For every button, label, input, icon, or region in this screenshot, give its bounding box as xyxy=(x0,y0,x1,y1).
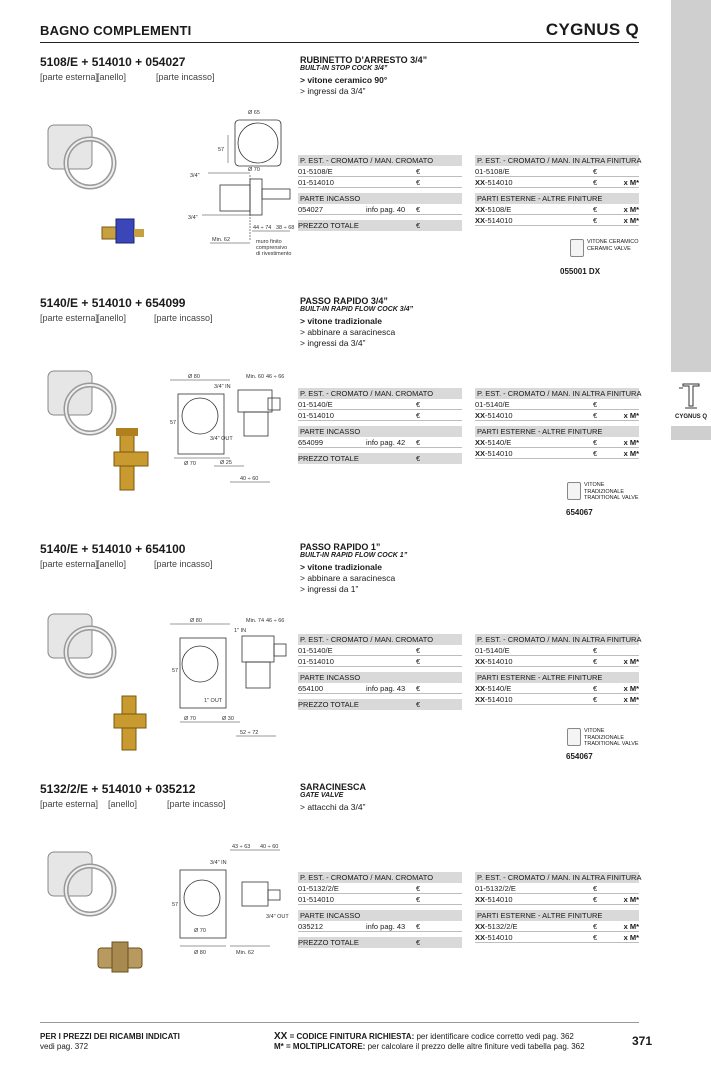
total-price-row: PREZZO TOTALE € xyxy=(298,453,462,464)
valve-icon xyxy=(567,728,581,746)
dim-label: Ø 70 xyxy=(194,928,206,934)
table-header: PARTE INCASSO xyxy=(298,426,462,437)
dim-note: comprensivo xyxy=(256,245,288,251)
table-header: P. EST. - CROMATO / MAN. CROMATO xyxy=(298,155,462,166)
product-code-title: 5140/E + 514010 + 654100 xyxy=(40,542,186,556)
price-table-chrome xyxy=(298,388,462,464)
dim-label: 43 ÷ 63 xyxy=(232,844,251,850)
product-section-2 xyxy=(40,296,640,526)
dim-label: 46 ÷ 66 xyxy=(266,374,285,380)
table-row: 01-5140/E € xyxy=(475,645,639,656)
table-header: P. EST. - CROMATO / MAN. CROMATO xyxy=(298,872,462,883)
table-row: XX-514010 € x M* xyxy=(475,178,639,187)
feature-line: > ingressi da 1” xyxy=(300,584,359,594)
product-code-title: 5108/E + 514010 + 054027 xyxy=(40,55,186,69)
product-image-body xyxy=(92,940,152,974)
collection-title: CYGNUS Q xyxy=(545,20,639,39)
technical-drawing xyxy=(180,105,305,265)
dim-label: 52 ÷ 72 xyxy=(240,730,259,736)
product-name-en: BUILT-IN RAPID FLOW COCK 1” xyxy=(300,552,408,559)
product-image-body xyxy=(110,426,155,496)
side-tab-label: CYGNUS Q xyxy=(674,414,707,420)
product-name: PASSO RAPIDO 3/4” xyxy=(300,296,388,306)
dim-note: di rivestimento xyxy=(256,251,292,257)
part-label-ring: [anello] xyxy=(97,559,127,569)
product-section-3 xyxy=(40,542,640,772)
product-name: RUBINETTO D’ARRESTO 3/4” xyxy=(300,55,428,65)
dim-label: 57 xyxy=(218,147,225,153)
feature-line: > ingressi da 3/4” xyxy=(300,338,366,348)
part-label-external: [parte esterna] xyxy=(40,799,99,809)
part-label-ring: [anello] xyxy=(97,72,127,82)
dim-label: Ø 70 xyxy=(184,461,196,467)
table-row: XX-514010 € x M* xyxy=(475,895,639,904)
part-label-builtin: [parte incasso] xyxy=(156,72,215,82)
price-table-chrome xyxy=(298,872,462,948)
product-image-body xyxy=(110,692,155,754)
dim-label: 38 ÷ 68 xyxy=(276,225,295,231)
dim-label: 3/4" xyxy=(190,173,200,179)
table-row: 01-5132/2/E € xyxy=(475,883,639,894)
table-row: XX-5108/E € x M* xyxy=(475,205,639,214)
table-row: XX-514010 € x M* xyxy=(475,216,639,225)
product-image-handle xyxy=(40,604,130,684)
dim-label: Ø 80 xyxy=(190,618,202,624)
footer-legend: XX = CODICE FINITURA RICHIESTA: per identificare codice corretto vedi pag. 362 M* = MOLTIPLICATORE: per calcolare il prezzo delle altre finiture vedi tabella pag. 362 xyxy=(274,1031,585,1051)
table-header: PARTI ESTERNE - ALTRE FINITURE xyxy=(475,672,639,683)
feature-line: > vitone tradizionale xyxy=(300,316,382,326)
table-row: 654100 info pag. 43 € xyxy=(298,683,462,694)
dim-label: 57 xyxy=(172,668,179,674)
product-image-body xyxy=(98,215,148,247)
product-description xyxy=(300,296,500,349)
feature-line: > ingressi da 3/4” xyxy=(300,86,366,96)
table-row: 054027 info pag. 40 € xyxy=(298,204,462,215)
valve-label: VITONE CERAMICO CERAMIC VALVE xyxy=(587,239,639,252)
table-row: XX-514010 € x M* xyxy=(475,695,639,704)
dim-label: Ø 65 xyxy=(248,110,260,116)
product-name-en: BUILT-IN STOP COCK 3/4” xyxy=(300,65,388,72)
table-row: 01-5140/E € xyxy=(475,399,639,410)
product-description xyxy=(300,55,500,97)
dim-label: 3/4" OUT xyxy=(266,914,289,920)
table-row: 01-514010 € xyxy=(298,656,462,667)
header-divider xyxy=(40,42,639,43)
total-price-row: PREZZO TOTALE € xyxy=(298,937,462,948)
part-label-external: [parte esterna] xyxy=(40,559,99,569)
price-table-chrome xyxy=(298,155,462,231)
table-row: 01-5108/E € xyxy=(475,166,639,177)
dim-label: Min. 62 xyxy=(236,950,255,956)
technical-drawing xyxy=(170,370,290,490)
page-number: 371 xyxy=(632,1034,653,1048)
dim-label: Min. 74 xyxy=(246,618,265,624)
product-image-handle xyxy=(40,842,130,922)
side-tab[interactable] xyxy=(671,372,711,426)
feature-line: > vitone ceramico 90° xyxy=(300,75,388,85)
dim-label: Min. 60 xyxy=(246,374,265,380)
table-row: XX-514010 € x M* xyxy=(475,449,639,458)
product-section-1 xyxy=(40,55,640,285)
total-price-row: PREZZO TOTALE € xyxy=(298,220,462,231)
valve-label: VITONE TRADIZIONALE TRADITIONAL VALVE xyxy=(584,482,639,501)
part-label-ring: [anello] xyxy=(108,799,138,809)
dim-label: 3/4" IN xyxy=(214,384,231,390)
dim-label: 40 ÷ 60 xyxy=(260,844,279,850)
feature-line: > abbinare a saracinesca xyxy=(300,573,396,583)
valve-code: 654067 xyxy=(566,752,593,761)
dim-label: Ø 80 xyxy=(188,374,200,380)
faucet-icon xyxy=(677,380,705,410)
table-row: XX-514010 € x M* xyxy=(475,411,639,420)
price-table-finish xyxy=(475,388,642,459)
price-table-finish xyxy=(475,155,642,226)
feature-line: > attacchi da 3/4” xyxy=(300,802,366,812)
product-name-en: BUILT-IN RAPID FLOW COCK 3/4” xyxy=(300,306,414,313)
product-description xyxy=(300,782,500,813)
dim-label: 1" IN xyxy=(234,628,247,634)
product-code-title: 5140/E + 514010 + 654099 xyxy=(40,296,186,310)
table-header: PARTE INCASSO xyxy=(298,672,462,683)
dim-label: 57 xyxy=(172,902,179,908)
dim-label: Ø 30 xyxy=(222,716,234,722)
dim-label: 3/4" IN xyxy=(210,860,227,866)
table-header: PARTI ESTERNE - ALTRE FINITURE xyxy=(475,193,639,204)
dim-label: 46 ÷ 66 xyxy=(266,618,285,624)
part-label-builtin: [parte incasso] xyxy=(167,799,226,809)
table-row: 01-5140/E € xyxy=(298,645,462,656)
dim-note: muro finito xyxy=(256,239,282,245)
table-header: PARTI ESTERNE - ALTRE FINITURE xyxy=(475,910,639,921)
feature-line: > abbinare a saracinesca xyxy=(300,327,396,337)
table-row: 01-514010 € xyxy=(298,410,462,421)
total-price-row: PREZZO TOTALE € xyxy=(298,699,462,710)
dim-label: 40 ÷ 60 xyxy=(240,476,259,482)
table-row: XX-5140/E € x M* xyxy=(475,684,639,693)
table-header: PARTE INCASSO xyxy=(298,910,462,921)
price-table-chrome xyxy=(298,634,462,710)
product-code-title: 5132/2/E + 514010 + 035212 xyxy=(40,782,196,796)
dim-label: 57 xyxy=(170,420,177,426)
valve-code: 654067 xyxy=(566,508,593,517)
product-name: PASSO RAPIDO 1” xyxy=(300,542,381,552)
table-row: XX-514010 € x M* xyxy=(475,933,639,942)
table-row: 035212 info pag. 43 € xyxy=(298,921,462,932)
price-table-finish xyxy=(475,634,642,705)
technical-drawing xyxy=(170,842,290,962)
part-label-builtin: [parte incasso] xyxy=(154,313,213,323)
product-section-4 xyxy=(40,782,640,972)
table-row: XX-514010 € x M* xyxy=(475,657,639,666)
part-label-external: [parte esterna] xyxy=(40,72,99,82)
table-row: 654099 info pag. 42 € xyxy=(298,437,462,448)
dim-label: Ø 70 xyxy=(248,167,260,173)
dim-label: Ø 70 xyxy=(184,716,196,722)
table-header: PARTE INCASSO xyxy=(298,193,462,204)
table-row: 01-514010 € xyxy=(298,177,462,188)
table-row: 01-5108/E € xyxy=(298,166,462,177)
table-header: P. EST. - CROMATO / MAN. CROMATO xyxy=(298,388,462,399)
dim-label: Ø 25 xyxy=(220,460,232,466)
product-name-en: GATE VALVE xyxy=(300,792,344,799)
product-name: SARACINESCA xyxy=(300,782,367,792)
table-header: P. EST. - CROMATO / MAN. IN ALTRA FINITURA xyxy=(477,389,642,398)
table-header: P. EST. - CROMATO / MAN. CROMATO xyxy=(298,634,462,645)
table-row: XX-5140/E € x M* xyxy=(475,438,639,447)
dim-label: 3/4" xyxy=(188,215,198,221)
product-image-handle xyxy=(40,115,130,195)
valve-code: 055001 DX xyxy=(560,267,601,276)
valve-label: VITONE TRADIZIONALE TRADITIONAL VALVE xyxy=(584,728,639,747)
table-row: 01-5140/E € xyxy=(298,399,462,410)
dim-label: 3/4" OUT xyxy=(210,436,233,442)
dim-label: 44 ÷ 74 xyxy=(253,225,272,231)
price-table-finish xyxy=(475,872,642,943)
part-label-ring: [anello] xyxy=(97,313,127,323)
part-label-external: [parte esterna] xyxy=(40,313,99,323)
dim-label: Min. 62 xyxy=(212,237,231,243)
footer-divider xyxy=(40,1022,639,1023)
valve-icon xyxy=(567,482,581,500)
product-description xyxy=(300,542,500,595)
table-header: P. EST. - CROMATO / MAN. IN ALTRA FINITURA xyxy=(477,873,642,882)
table-row: XX-5132/2/E € x M* xyxy=(475,922,639,931)
valve-icon xyxy=(570,239,584,257)
feature-line: > vitone tradizionale xyxy=(300,562,382,572)
table-header: PARTI ESTERNE - ALTRE FINITURE xyxy=(475,426,639,437)
page-category: BAGNO COMPLEMENTI xyxy=(40,23,192,38)
dim-label: Ø 80 xyxy=(194,950,206,956)
table-row: 01-5132/2/E € xyxy=(298,883,462,894)
footer-spare-parts-note: PER I PREZZI DEI RICAMBI INDICATI vedi pag. 372 xyxy=(40,1032,180,1051)
part-label-builtin: [parte incasso] xyxy=(154,559,213,569)
table-header: P. EST. - CROMATO / MAN. IN ALTRA FINITURA xyxy=(477,635,642,644)
table-header: P. EST. - CROMATO / MAN. IN ALTRA FINITURA xyxy=(477,156,642,165)
table-row: 01-514010 € xyxy=(298,894,462,905)
dim-label: 1" OUT xyxy=(204,698,223,704)
technical-drawing xyxy=(170,614,290,744)
